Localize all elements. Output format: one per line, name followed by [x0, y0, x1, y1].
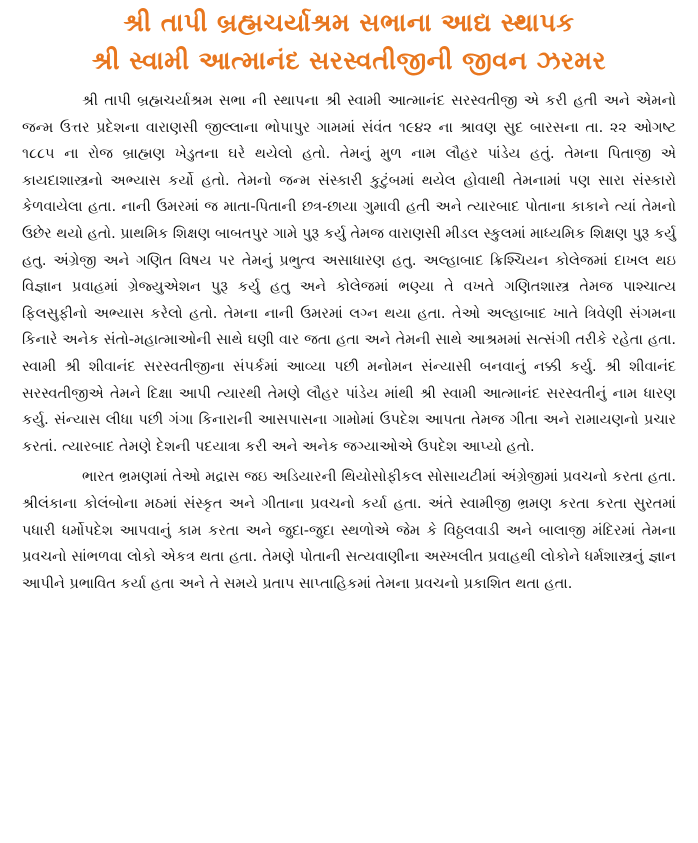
title-line-2: શ્રી સ્વામી આત્માનંદ સરસ્વતીજીની જીવન ઝરમર: [91, 46, 607, 75]
paragraph-1: શ્રી તાપી બ્રહ્મચર્યાશ્રમ સભા ની સ્થાપના શ્રી સ્વામી આત્માનંદ સરસ્વતીજી એ કરી હતી અને એમનો જન્મ ઉત્તર પ્રદેશના વારાણસી જીલ્લાના ભોપાપુર ગામમાં સંવંત ૧૯૪૨ ના શ્રાવણ સુદ બારસના તા. ૨૨ ઓગષ્ટ ૧૮૮૫ ના રોજ બ્રાહ્મણ ખેડુતના ઘરે થયેલો હતો. તેમનું મુળ નામ લૌહર પાંડેય હતું. તેમના પિતાજી એ કાયદાશાસ્ત્રનો અભ્યાસ કર્યો હતો. તેમનો જન્મ સંસ્કારી કુટુંબમાં થયેલ હોવાથી તેમનામાં પણ સારા સંસ્કારો કેળવાયેલા હતા. નાની ઉમરમાં જ માતા-પિતાની છત્ર-છાયા ગુમાવી હતી અને ત્યારબાદ પોતાના કાકાને ત્યાં તેમનો ઉછેર થયો હતો. પ્રાથમિક શિક્ષણ બાબતપુર ગામે પુરૂ કર્યુ તેમજ વારાણસી મીડલ સ્કુલમાં માધ્યમિક શિક્ષણ પુરૂ કર્યુ હતુ. અંગ્રેજી અને ગણિત વિષય પર તેમનું પ્રભુત્વ અસાધારણ હતુ. અલ્હાબાદ ક્રિશ્ચિયન કોલેજમાં દાખલ થઇ વિજ્ઞાન પ્રવાહમાં ગ્રેજ્યુએશન પુરૂ કર્યુ હતુ અને કોલેજમાં ભણ્યા તે વખતે ગણિતશાસ્ત્ર તેમજ પાશ્ચાત્ય ફિલસુફીનો અભ્યાસ કરેલો હતો. તેમના નાની ઉમરમાં લગ્ન થયા હતા. તેઓ અલ્હાબાદ ખાતે ત્રિવેણી સંગમના કિનારે અનેક સંતો-મહાત્માઓની સાથે ઘણી વાર જતા હતા અને તેમની સાથે આશ્રમમાં સત્સંગી તરીકે રહેતા હતા. સ્વામી શ્રી શીવાનંદ સરસ્વતીજીના સંપર્કમાં આવ્યા પછી મનોમન સંન્યાસી બનવાનું નક્કી કર્યુ. શ્રી શીવાનંદ સરસ્વતીજીએ તેમને દિક્ષા આપી ત્યારથી તેમણે લૌહર પાંડેય માંથી શ્રી સ્વામી આત્માનંદ સરસ્વતીનું નામ ધારણ કર્યુ. સંન્યાસ લીધા પછી ગંગા કિનારાની આસપાસના ગામોમાં ઉપદેશ આપતા તેમજ ગીતા અને રામાયણનો પ્રચાર કરતાં. ત્યારબાદ તેમણે દેશની પદયાત્રા કરી અને અનેક જગ્યાઓએ ઉપદેશ આપ્યો હતો.: [22, 93, 676, 455]
article-body: [22, 88, 676, 597]
title-line-1: શ્રી તાપી બ્રહ્મચર્યાશ્રમ સભાના આદ્ય સ્થાપક: [123, 8, 575, 37]
paragraph-2: ભારત ભ્રમણમાં તેઓ મદ્રાસ જઇ અડિયારની થિયોસોફીકલ સોસાયટીમાં અંગ્રેજીમાં પ્રવચનો કરતા હતા. શ્રીલંકાના કોલંબોના મઠમાં સંસ્કૃત અને ગીતાના પ્રવચનો કર્યા હતા. અંતે સ્વામીજી ભ્રમણ કરતા કરતા સુરતમાં પધારી ધર્મોપદેશ આપવાનું કામ કરતા અને જુદા-જુદા સ્થળોએ જેમ કે વિઠ્ઠલવાડી અને બાલાજી મંદિરમાં તેમના પ્રવચનો સાંભળવા લોકો એકત્ર થતા હતા. તેમણે પોતાની સત્યવાણીના અસ્ખલીત પ્રવાહથી લોકોને ધર્મશાસ્ત્રનું જ્ઞાન આપીને પ્રભાવિત કર્યા હતા અને તે સમયે પ્રતાપ સાપ્તાહિકમાં તેમના પ્રવચનો પ્રકાશિત થતા હતા.: [22, 469, 676, 592]
page-title: [22, 4, 676, 80]
